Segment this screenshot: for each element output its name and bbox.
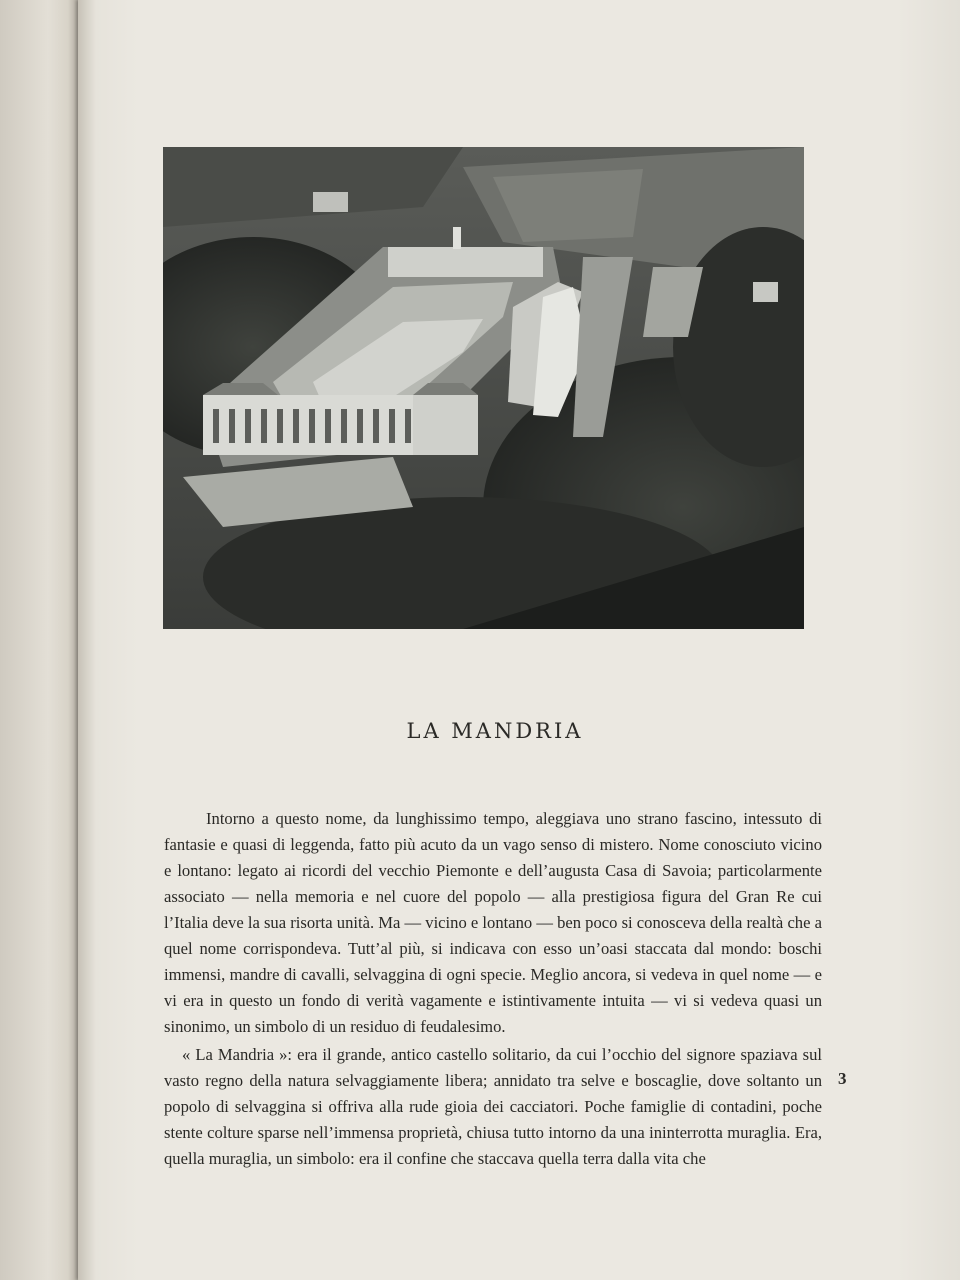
page-title: LA MANDRIA	[406, 719, 584, 743]
paragraph-1: Intorno a questo nome, da lunghissimo tempo, aleggiava uno strano fascino, intessuto di fantasie e quasi di leggenda, fatto più acuto da un vago senso di mistero. Nome conosciuto vicino e lontano: legato ai ricordi del vecchio Piemonte e dell’augusta Casa di Savoia; particolarmente associato — nella memoria e nel cuore del popolo — alla prestigiosa figura del Gran Re cui l’Italia deve la sua risorta unità. Ma — vicino e lontano — ben poco si conosceva della realtà che a quel nome corrispondeva. Tutt’al più, si indicava con esso un’oasi staccata dal mondo: boschi immensi, mandre di cavalli, selvaggina di ogni specie. Meglio ancora, si vedeva in quel nome — e vi era in questo un fondo di verità vagamente e istintivamente intuita — vi si vedeva quasi un sinonimo, un simbolo di un residuo di feudalesimo.	[164, 809, 822, 1036]
previous-page-edge	[0, 0, 80, 1280]
page-number: 3	[838, 1069, 847, 1088]
article-body	[164, 806, 822, 1172]
aerial-photograph	[163, 147, 804, 629]
paragraph-2: « La Mandria »: era il grande, antico castello solitario, da cui l’occhio del signore spaziava sul vasto regno della natura selvaggiamente libera; annidato tra selve e boscaglie, dove soltanto un popolo di selvaggina si offriva alla rude gioia dei cacciatori. Poche famiglie di contadini, poche stente colture sparse nell’immensa proprietà, chiusa tutto intorno da una ininterrotta muraglia. Era, quella muraglia, un simbolo: era il confine che staccava quella terra dalla vita che	[164, 1045, 822, 1168]
aerial-photo-illustration	[163, 147, 804, 629]
